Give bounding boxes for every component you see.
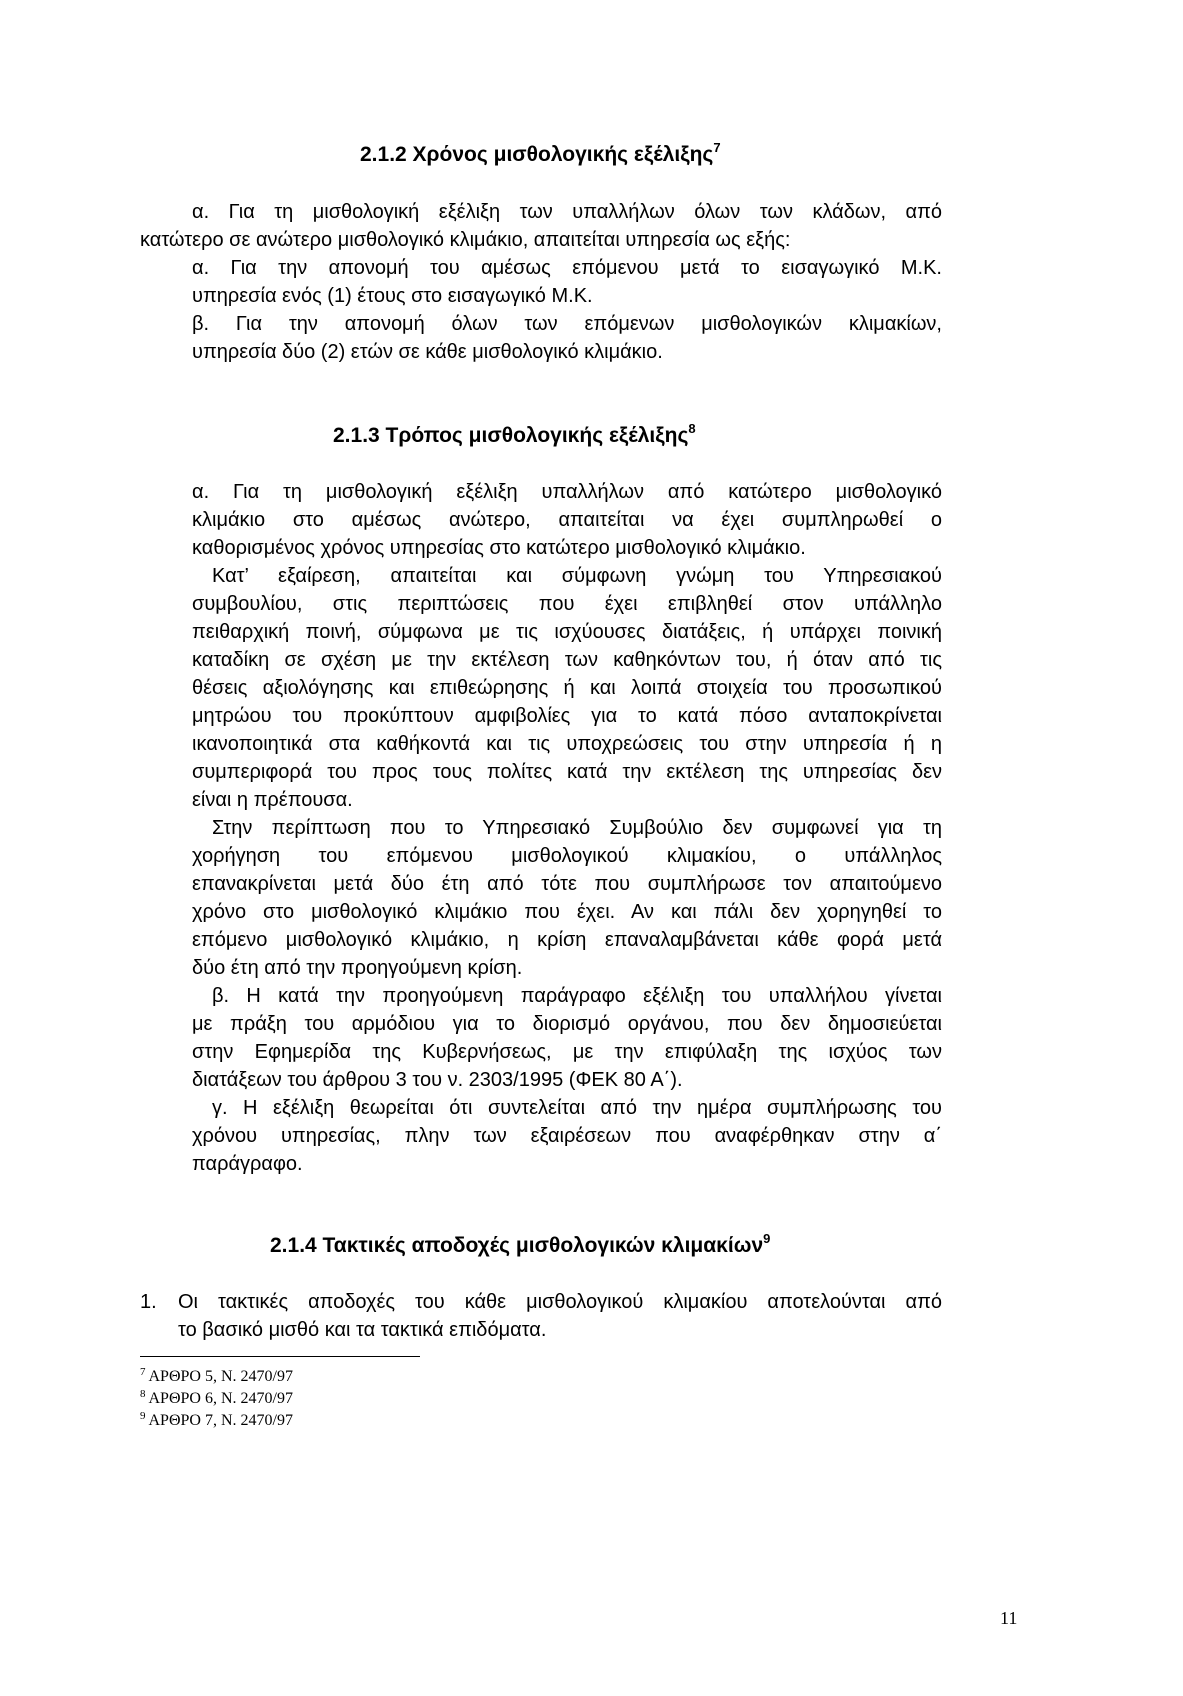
section-heading — [360, 140, 721, 170]
section-heading-text: 2.1.3 Τρόπος μισθολογικής εξέλιξης — [333, 424, 689, 447]
text-line: χρόνο στο μισθολογικό κλιμάκιο που έχει. Αν και πάλι δεν χορηγηθεί το — [192, 901, 942, 923]
text-line: παράγραφο. — [192, 1153, 303, 1175]
text-line: το βασικό μισθό και τα τακτικά επιδόματα. — [178, 1319, 547, 1341]
section-heading — [333, 421, 696, 451]
footnote-ref: 7 — [713, 140, 721, 155]
text-line: επόμενο μισθολογικό κλιμάκιο, η κρίση επαναλαμβάνεται κάθε φορά μετά — [192, 929, 942, 951]
footnote — [140, 1388, 293, 1410]
text-line: πειθαρχική ποινή, σύμφωνα με τις ισχύουσες διατάξεις, ή υπάρχει ποινική — [192, 621, 942, 643]
text-line: δύο έτη από την προηγούμενη κρίση. — [192, 957, 523, 979]
footnote-number: 9 — [140, 1410, 146, 1422]
section-heading — [270, 1231, 770, 1261]
text-line: υπηρεσία δύο (2) ετών σε κάθε μισθολογικό κλιμάκιο. — [192, 341, 663, 363]
list-marker: 1. — [140, 1291, 157, 1313]
text-line: κλιμάκιο στο αμέσως ανώτερο, απαιτείται να έχει συμπληρωθεί ο — [192, 509, 942, 531]
text-line: Κατ’ εξαίρεση, απαιτείται και σύμφωνη γνώμη του Υπηρεσιακού — [212, 565, 942, 587]
text-line: γ. Η εξέλιξη θεωρείται ότι συντελείται από την ημέρα συμπλήρωσης του — [212, 1097, 942, 1119]
text-line: α. Για τη μισθολογική εξέλιξη των υπαλλήλων όλων των κλάδων, από — [192, 201, 942, 223]
text-line: μητρώου του προκύπτουν αμφιβολίες για το κατά πόσο ανταποκρίνεται — [192, 705, 942, 727]
text-line: Στην περίπτωση που το Υπηρεσιακό Συμβούλιο δεν συμφωνεί για τη — [212, 817, 942, 839]
text-line: χορήγηση του επόμενου μισθολογικού κλιμακίου, ο υπάλληλος — [192, 845, 942, 867]
text-line: χρόνου υπηρεσίας, πλην των εξαιρέσεων που αναφέρθηκαν στην α΄ — [192, 1125, 942, 1147]
text-line: διατάξεων του άρθρου 3 του ν. 2303/1995 (ΦΕΚ 80 Α΄). — [192, 1069, 683, 1091]
footnote-number: 7 — [140, 1366, 146, 1378]
text-line: Οι τακτικές αποδοχές του κάθε μισθολογικού κλιμακίου αποτελούνται από — [178, 1291, 942, 1313]
section-heading-text: 2.1.2 Χρόνος μισθολογικής εξέλιξης — [360, 143, 714, 166]
footnote-number: 8 — [140, 1388, 146, 1400]
footnote-text: ΑΡΘΡΟ 7, Ν. 2470/97 — [148, 1412, 293, 1429]
footnote-separator — [140, 1356, 420, 1357]
page-number: 11 — [1000, 1608, 1018, 1628]
footnote-text: ΑΡΘΡΟ 5, Ν. 2470/97 — [148, 1368, 293, 1385]
footnote-text: ΑΡΘΡΟ 6, Ν. 2470/97 — [148, 1390, 293, 1407]
text-line: α. Για την απονομή του αμέσως επόμενου μετά το εισαγωγικό Μ.Κ. — [192, 257, 942, 279]
text-line: καθορισμένος χρόνος υπηρεσίας στο κατώτερο μισθολογικό κλιμάκιο. — [192, 537, 806, 559]
text-line: θέσεις αξιολόγησης και επιθεώρησης ή και λοιπά στοιχεία του προσωπικού — [192, 677, 942, 699]
text-line: β. Για την απονομή όλων των επόμενων μισθολογικών κλιμακίων, — [192, 313, 942, 335]
text-line: β. Η κατά την προηγούμενη παράγραφο εξέλιξη του υπαλλήλου γίνεται — [212, 985, 942, 1007]
text-line: με πράξη του αρμόδιου για το διορισμό οργάνου, που δεν δημοσιεύεται — [192, 1013, 942, 1035]
text-line: ικανοποιητικά στα καθήκοντά και τις υποχρεώσεις του στην υπηρεσία ή η — [192, 733, 942, 755]
text-line: στην Εφημερίδα της Κυβερνήσεως, με την επιφύλαξη της ισχύος των — [192, 1041, 942, 1063]
text-line: υπηρεσία ενός (1) έτους στο εισαγωγικό Μ.Κ. — [192, 285, 593, 307]
text-line: συμβουλίου, στις περιπτώσεις που έχει επιβληθεί στον υπάλληλο — [192, 593, 942, 615]
text-line: καταδίκη σε σχέση με την εκτέλεση των καθηκόντων του, ή όταν από τις — [192, 649, 942, 671]
footnote-ref: 8 — [688, 421, 696, 436]
text-line: συμπεριφορά του προς τους πολίτες κατά την εκτέλεση της υπηρεσίας δεν — [192, 761, 942, 783]
text-line: επανακρίνεται μετά δύο έτη από τότε που συμπλήρωσε τον απαιτούμενο — [192, 873, 942, 895]
text-line: α. Για τη μισθολογική εξέλιξη υπαλλήλων από κατώτερο μισθολογικό — [192, 481, 942, 503]
section-heading-text: 2.1.4 Τακτικές αποδοχές μισθολογικών κλιμακίων — [270, 1234, 764, 1257]
footnote — [140, 1366, 293, 1388]
footnote — [140, 1410, 293, 1432]
text-line: είναι η πρέπουσα. — [192, 789, 353, 811]
text-line: κατώτερο σε ανώτερο μισθολογικό κλιμάκιο, απαιτείται υπηρεσία ως εξής: — [140, 229, 791, 251]
footnote-ref: 9 — [763, 1231, 771, 1246]
